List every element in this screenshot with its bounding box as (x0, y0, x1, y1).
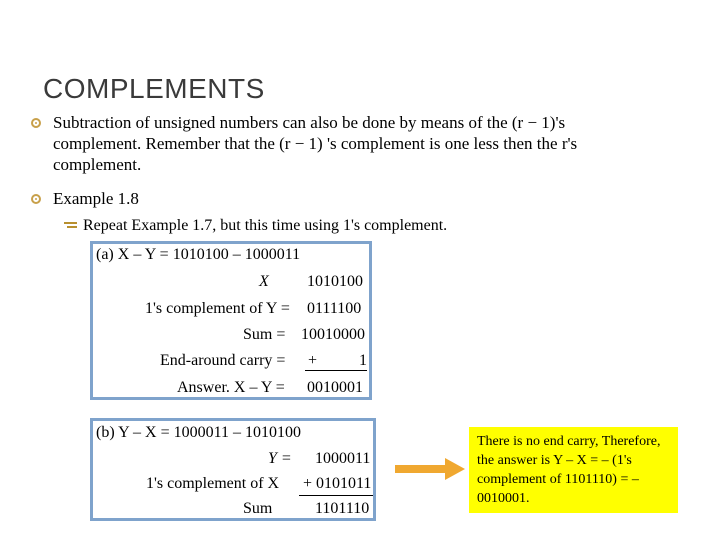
example-a-row-2-label: 1's complement of Y = (145, 300, 290, 317)
example-a-row-3-label: Sum = (243, 326, 286, 343)
slide-title: COMPLEMENTS (43, 73, 265, 104)
example-a-row-5-value: 0010001 (307, 379, 363, 396)
bullet-icon (31, 194, 41, 204)
example-a-header: (a) X – Y = 1010100 – 1000011 (96, 246, 301, 263)
example-a-row-2-value: 0111100 (307, 300, 362, 317)
example-a-row-4-op: + (308, 352, 318, 369)
example-b-row-2-label: 1's complement of X (146, 475, 280, 492)
sub-bullet-icon (64, 222, 77, 229)
example-a-row-1-value: 1010100 (307, 273, 363, 290)
example-b-row-2-value: + 0101011 (303, 475, 372, 492)
example-b-box (90, 418, 376, 521)
sub-bullet-text: Repeat Example 1.7, but this time using 1's complement. (83, 217, 448, 234)
bullet-1-line-2: complement. Remember that the (r − 1) 's complement is one less then the r's (53, 134, 578, 153)
example-a-row-1-label: X (259, 273, 269, 290)
bullet-1-line-1: Subtraction of unsigned numbers can also be done by means of the (r − 1)'s (53, 113, 566, 132)
example-b-row-1-label: Y = (268, 450, 292, 467)
bullet-2-text: Example 1.8 (53, 189, 139, 208)
bullet-1-line-3: complement. (53, 155, 142, 174)
example-a-row-4-label: End-around carry = (160, 352, 286, 369)
sum-rule-line (299, 495, 373, 496)
callout-note: There is no end carry, Therefore, the answer is Y – X = – (1's complement of 1101110) = – 0010001. (469, 427, 678, 513)
example-a-row-3-value: 10010000 (301, 326, 365, 343)
example-a-box (90, 241, 372, 400)
example-b-header: (b) Y – X = 1000011 – 1010100 (96, 424, 302, 441)
right-arrow-icon (395, 458, 465, 480)
sum-rule-line (305, 370, 367, 371)
example-a-row-5-label: Answer. X – Y = (177, 379, 285, 396)
bullet-icon (31, 118, 41, 128)
bullet-1-text (53, 112, 577, 175)
example-b-row-1-value: 1000011 (315, 450, 371, 467)
example-b-row-3-value: 1101110 (315, 500, 370, 517)
example-b-row-3-label: Sum (243, 500, 273, 517)
example-a-row-4-value: 1 (359, 352, 367, 369)
